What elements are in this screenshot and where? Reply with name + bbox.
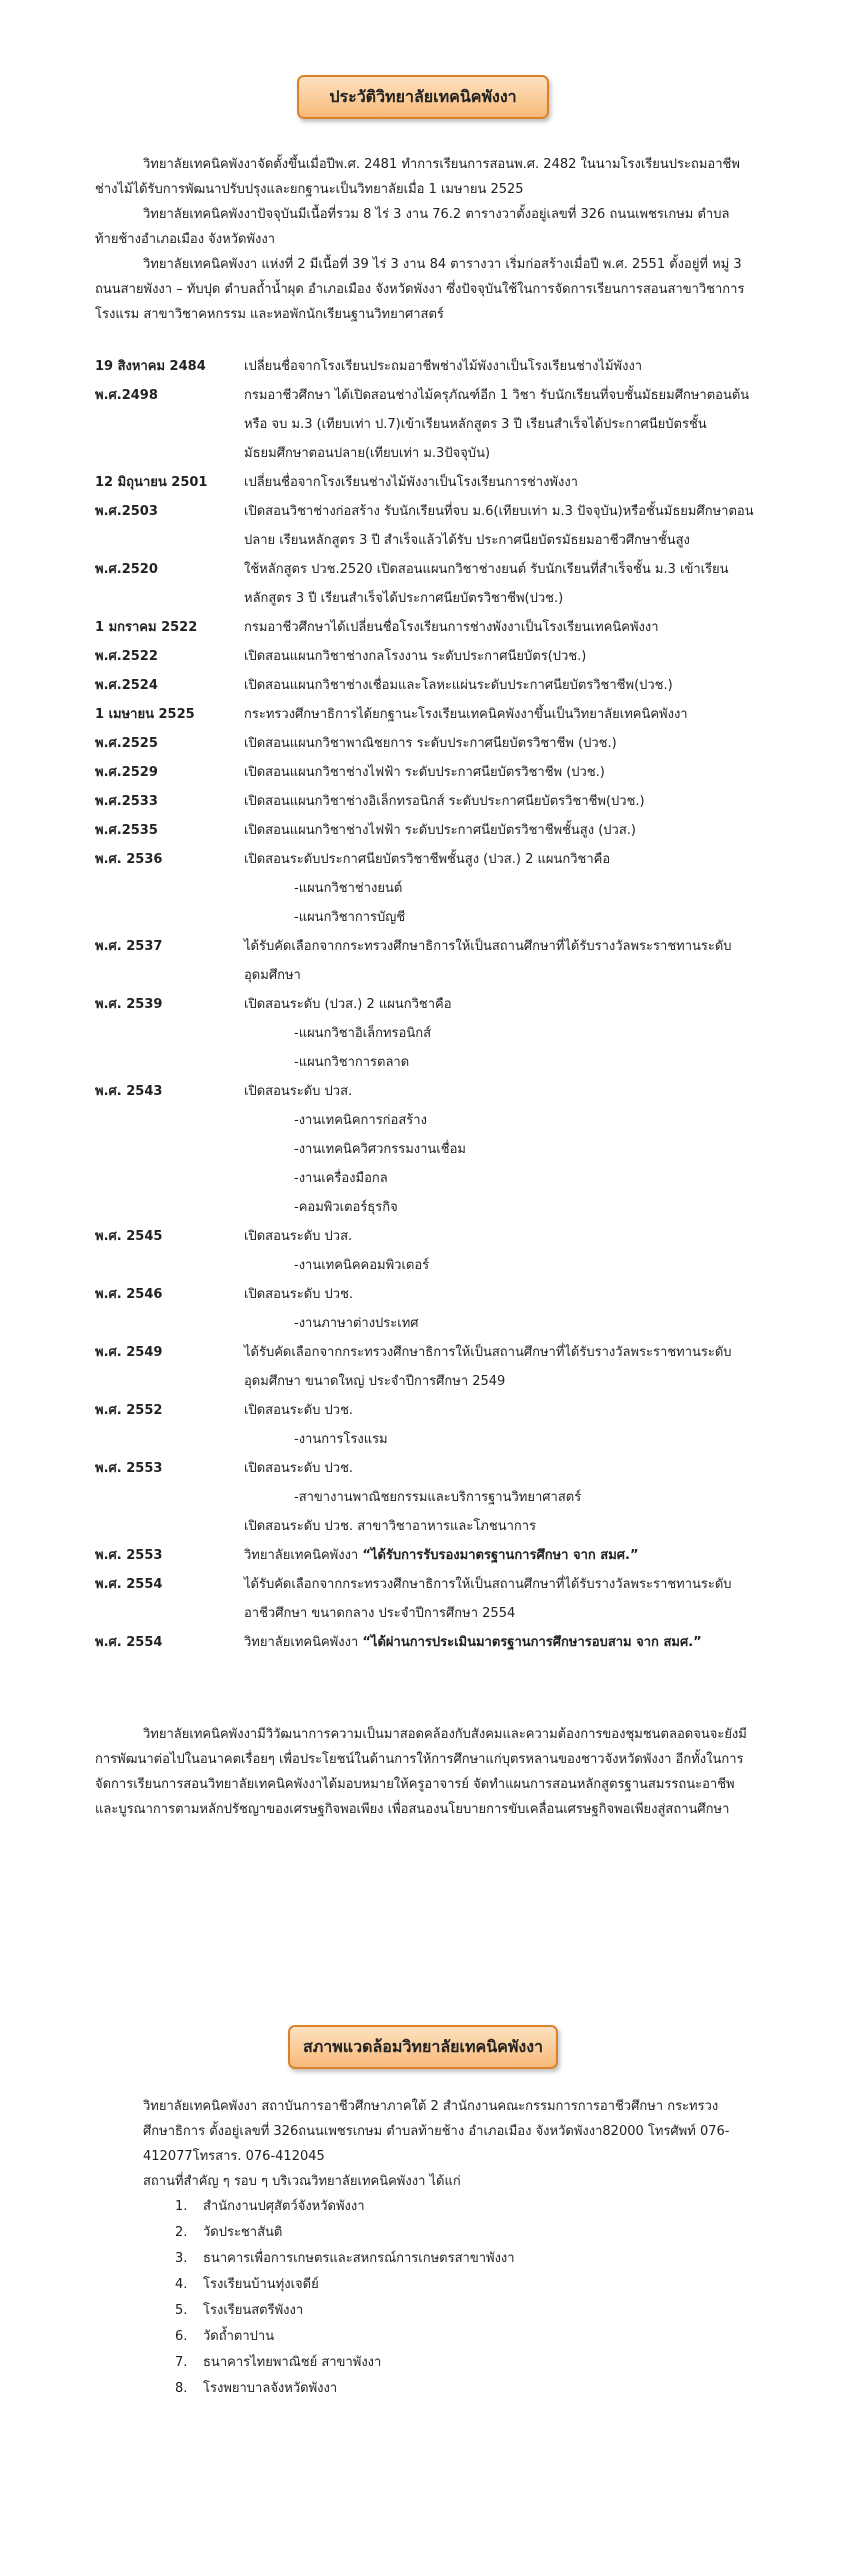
- timeline-row: [95, 613, 765, 642]
- intro-paragraph-3: วิทยาลัยเทคนิคพังงา แห่งที่ 2 มีเนื้อที่ 39 ไร่ 3 งาน 84 ตารางวา เริ่มก่อสร้างเมื่อปี พ.ศ. 2551 ตั้งอยู่ที่ หมู่ 3 ถนนสายพังงา – ทับปุด ตำบลถ้ำน้ำผุด อำเภอเมือง จังหวัดพังงา ซึ่งปัจจุบันใช้ในการจัดการเรียนการสอนสาขาวิชาการโรงแรม สาขาวิชาคหกรรม และหอพักนักเรียนฐานวิทยาศาสตร์: [95, 257, 745, 322]
- timeline-highlight: “ได้รับการรับรองมาตรฐานการศึกษา จาก สมศ.”: [362, 1548, 639, 1563]
- timeline-description: [244, 613, 765, 642]
- closing-paragraph: วิทยาลัยเทคนิคพังงามีวิวัฒนาการความเป็นมาสอดคล้องกับสังคมและความต้องการของชุมชนตลอดจนจะยังมีการพัฒนาต่อไปในอนาคตเรื่อยๆ เพื่อประโยชน์ในด้านการให้การศึกษาแก่บุตรหลานของชาวจังหวัดพังงา อีกทั้งในการจัดการเรียนการสอนวิทยาลัยเทคนิคพังงาได้มอบหมายให้ครูอาจารย์ จัดทำแผนการสอนหลักสูตรฐานสมรรถนะอาชีพและบูรณาการตามหลักปรัชญาของเศรษฐกิจพอเพียง เพื่อสนองนโยบายการขับเคลื่อนเศรษฐกิจพอเพียงสู่สถานศึกษา: [95, 1727, 747, 1817]
- timeline-subitem: -งานเครื่องมือกล: [294, 1171, 388, 1186]
- place-item: วัดประชาสันติ: [203, 2225, 283, 2240]
- timeline-subitem: -งานเทคนิคการก่อสร้าง: [294, 1113, 427, 1128]
- timeline-text: ได้รับคัดเลือกจากกระทรวงศึกษาธิการให้เป็นสถานศึกษาที่ได้รับรางวัลพระราชทานระดับอุดมศึกษา: [244, 939, 732, 983]
- timeline-text: เปิดสอนระดับ ปวช.: [244, 1287, 354, 1302]
- timeline-text: วิทยาลัยเทคนิคพังงา: [244, 1548, 359, 1563]
- history-title: ประวัติวิทยาลัยเทคนิคพังงา: [297, 75, 549, 119]
- timeline-row: [95, 1541, 765, 1570]
- timeline-row: [95, 816, 765, 845]
- place-item: ธนาคารไทยพาณิชย์ สาขาพังงา: [203, 2355, 382, 2370]
- timeline-description: [244, 1280, 765, 1338]
- timeline-row: [95, 642, 765, 671]
- timeline-text: ได้รับคัดเลือกจากกระทรวงศึกษาธิการให้เป็นสถานศึกษาที่ได้รับรางวัลพระราชทานระดับอาชีวศึกษา ขนาดกลาง ประจำปีการศึกษา 2554: [244, 1577, 732, 1621]
- timeline-text: เปิดสอนระดับ ปวส.: [244, 1084, 353, 1099]
- timeline-description: [244, 352, 765, 381]
- timeline-year: พ.ศ.2525: [95, 736, 158, 751]
- timeline-text: กรมอาชีวศึกษา ได้เปิดสอนช่างไม้ครุภัณฑ์อีก 1 วิชา รับนักเรียนที่จบชั้นมัธยมศึกษาตอนต้น หรือ จบ ม.3 (เทียบเท่า ป.7)เข้าเรียนหลักสูตร 3 ปี เรียนสำเร็จได้ประกาศนียบัตรชั้นมัธยมศึกษาตอนปลาย(เทียบเท่า ม.3ปัจจุบัน): [244, 388, 750, 461]
- timeline-description: [244, 1541, 765, 1570]
- timeline-subitem: -แผนกวิชาการตลาด: [294, 1055, 410, 1070]
- places-intro: สถานที่สำคัญ ๆ รอบ ๆ บริเวณวิทยาลัยเทคนิคพังงา ได้แก่: [143, 2174, 461, 2189]
- timeline-subitem: -งานภาษาต่างประเทศ: [294, 1316, 419, 1331]
- timeline-text: ได้รับคัดเลือกจากกระทรวงศึกษาธิการให้เป็นสถานศึกษาที่ได้รับรางวัลพระราชทานระดับอุดมศึกษา ขนาดใหญ่ ประจำปีการศึกษา 2549: [244, 1345, 732, 1389]
- place-item: สำนักงานปศุสัตว์จังหวัดพังงา: [203, 2199, 365, 2214]
- timeline-description: [244, 1628, 765, 1657]
- timeline-year: พ.ศ.2503: [95, 504, 158, 519]
- timeline-description: [244, 381, 765, 468]
- timeline-description: [244, 1077, 765, 1222]
- timeline-description: [244, 758, 765, 787]
- timeline-row: [95, 468, 765, 497]
- timeline-year: 19 สิงหาคม 2484: [95, 359, 206, 374]
- timeline-text: กระทรวงศึกษาธิการได้ยกฐานะโรงเรียนเทคนิคพังงาขึ้นเป็นวิทยาลัยเทคนิคพังงา: [244, 707, 688, 722]
- intro-paragraph-2: วิทยาลัยเทคนิคพังงาปัจจุบันมีเนื้อที่รวม 8 ไร่ 3 งาน 76.2 ตารางวาตั้งอยู่เลขที่ 326 ถนนเพชรเกษม ตำบลท้ายช้างอำเภอเมือง จังหวัดพังงา: [95, 207, 730, 247]
- timeline-text: เปิดสอนแผนกวิชาพาณิชยการ ระดับประกาศนียบัตรวิชาชีพ (ปวช.): [244, 736, 617, 751]
- timeline-row: [95, 1570, 765, 1628]
- timeline-row: [95, 555, 765, 613]
- timeline-year: พ.ศ.2535: [95, 823, 158, 838]
- timeline-row: [95, 990, 765, 1077]
- timeline-row: [95, 1396, 765, 1454]
- timeline-text: เปลี่ยนชื่อจากโรงเรียนช่างไม้พังงาเป็นโรงเรียนการช่างพังงา: [244, 475, 578, 490]
- timeline-year: พ.ศ. 2552: [95, 1403, 163, 1418]
- environment-section: [95, 2094, 755, 2402]
- timeline-year: พ.ศ. 2543: [95, 1084, 163, 1099]
- timeline-description: [244, 671, 765, 700]
- timeline-row: [95, 497, 765, 555]
- timeline-text: เปิดสอนแผนกวิชาช่างกลโรงงาน ระดับประกาศนียบัตร(ปวช.): [244, 649, 587, 664]
- timeline-text: เปิดสอนแผนกวิชาช่างอิเล็กทรอนิกส์ ระดับประกาศนียบัตรวิชาชีพ(ปวช.): [244, 794, 645, 809]
- timeline-highlight: “ได้ผ่านการประเมินมาตรฐานการศึกษารอบสาม จาก สมศ.”: [362, 1635, 702, 1650]
- timeline-row: [95, 758, 765, 787]
- timeline-year: พ.ศ.2520: [95, 562, 158, 577]
- timeline-year: พ.ศ. 2553: [95, 1548, 163, 1563]
- timeline-text: เปิดสอนแผนกวิชาช่างเชื่อมและโลหะแผ่นระดับประกาศนียบัตรวิชาชีพ(ปวช.): [244, 678, 673, 693]
- timeline-description: [244, 1396, 765, 1454]
- timeline-row: [95, 1077, 765, 1222]
- timeline-description: [244, 468, 765, 497]
- timeline-text: เปิดสอนระดับ ปวส.: [244, 1229, 353, 1244]
- timeline-row: [95, 787, 765, 816]
- place-item: วัดถ้ำตาปาน: [203, 2329, 275, 2344]
- timeline-text: เปิดสอนระดับ (ปวส.) 2 แผนกวิชาคือ: [244, 997, 452, 1012]
- timeline-text: เปิดสอนระดับ ปวช.: [244, 1461, 354, 1476]
- environment-title: สภาพแวดล้อมวิทยาลัยเทคนิคพังงา: [288, 2025, 558, 2069]
- timeline-text: ใช้หลักสูตร ปวช.2520 เปิดสอนแผนกวิชาช่างยนต์ รับนักเรียนที่สำเร็จชั้น ม.3 เข้าเรียนหลักสูตร 3 ปี เรียนสำเร็จได้ประกาศนียบัตรวิชาชีพ(ปวช.): [244, 562, 729, 606]
- timeline-description: [244, 990, 765, 1077]
- timeline-row: [95, 700, 765, 729]
- timeline-subitem: -งานเทคนิควิศวกรรมงานเชื่อม: [294, 1142, 466, 1157]
- timeline-year: พ.ศ.2524: [95, 678, 158, 693]
- timeline-subitem: -แผนกวิชาการบัญชี: [294, 910, 406, 925]
- timeline-row: [95, 1222, 765, 1280]
- timeline-text: กรมอาชีวศึกษาได้เปลี่ยนชื่อโรงเรียนการช่างพังงาเป็นโรงเรียนเทคนิคพังงา: [244, 620, 659, 635]
- timeline-text: เปลี่ยนชื่อจากโรงเรียนประถมอาชีพช่างไม้พังงาเป็นโรงเรียนช่างไม้พังงา: [244, 359, 643, 374]
- timeline-year: พ.ศ.2533: [95, 794, 158, 809]
- timeline-description: [244, 497, 765, 555]
- history-timeline: [95, 352, 765, 1657]
- place-item: ธนาคารเพื่อการเกษตรและสหกรณ์การเกษตรสาขาพังงา: [203, 2251, 515, 2266]
- timeline-row: [95, 845, 765, 932]
- timeline-row: [95, 1280, 765, 1338]
- timeline-description: [244, 1222, 765, 1280]
- timeline-subitem: -คอมพิวเตอร์ธุรกิจ: [294, 1200, 398, 1215]
- timeline-description: [244, 845, 765, 932]
- timeline-year: พ.ศ. 2554: [95, 1577, 163, 1592]
- places-list: [95, 2194, 755, 2402]
- place-item: โรงเรียนสตรีพังงา: [203, 2303, 304, 2318]
- timeline-text: เปิดสอนระดับ ปวช.: [244, 1403, 354, 1418]
- timeline-description: [244, 1570, 765, 1628]
- timeline-year: พ.ศ.2498: [95, 388, 158, 403]
- timeline-year: พ.ศ. 2539: [95, 997, 163, 1012]
- timeline-subitem: -งานเทคนิคคอมพิวเตอร์: [294, 1258, 430, 1273]
- timeline-year: พ.ศ. 2546: [95, 1287, 163, 1302]
- timeline-year: พ.ศ.2522: [95, 649, 158, 664]
- timeline-description: [244, 642, 765, 671]
- timeline-text: เปิดสอนวิชาช่างก่อสร้าง รับนักเรียนที่จบ ม.6(เทียบเท่า ม.3 ปัจจุบัน)หรือชั้นมัธยมศึกษาตอนปลาย เรียนหลักสูตร 3 ปี สำเร็จแล้วได้รับ ประกาศนียบัตรมัธยมอาชีวศึกษาชั้นสูง: [244, 504, 754, 548]
- timeline-subitem: -สาขางานพาณิชยกรรมและบริการฐานวิทยาศาสตร์: [294, 1490, 582, 1505]
- timeline-year: พ.ศ. 2537: [95, 939, 163, 954]
- timeline-text: เปิดสอนแผนกวิชาช่างไฟฟ้า ระดับประกาศนียบัตรวิชาชีพ (ปวช.): [244, 765, 605, 780]
- timeline-row: [95, 381, 765, 468]
- timeline-description: [244, 787, 765, 816]
- timeline-year: พ.ศ. 2545: [95, 1229, 163, 1244]
- timeline-text: เปิดสอนระดับประกาศนียบัตรวิชาชีพชั้นสูง (ปวส.) 2 แผนกวิชาคือ: [244, 852, 611, 867]
- address-paragraph: วิทยาลัยเทคนิคพังงา สถาบันการอาชีวศึกษาภาคใต้ 2 สำนักงานคณะกรรมการการอาชีวศึกษา กระทรวงศึกษาธิการ ตั้งอยู่เลขที่ 326ถนนเพชรเกษม ตำบลท้ายช้าง อำเภอเมือง จังหวัดพังงา82000 โทรศัพท์ 076-412077โทรสาร. 076-412045: [143, 2099, 730, 2164]
- timeline-year: พ.ศ. 2549: [95, 1345, 163, 1360]
- timeline-year: 12 มิถุนายน 2501: [95, 475, 208, 490]
- timeline-row: [95, 729, 765, 758]
- timeline-text: วิทยาลัยเทคนิคพังงา: [244, 1635, 359, 1650]
- timeline-row: [95, 671, 765, 700]
- timeline-description: [244, 1454, 765, 1541]
- timeline-text: เปิดสอนแผนกวิชาช่างไฟฟ้า ระดับประกาศนียบัตรวิชาชีพชั้นสูง (ปวส.): [244, 823, 636, 838]
- timeline-year: พ.ศ. 2536: [95, 852, 163, 867]
- timeline-row: [95, 932, 765, 990]
- timeline-year: 1 เมษายน 2525: [95, 707, 195, 722]
- timeline-description: [244, 700, 765, 729]
- timeline-description: [244, 932, 765, 990]
- timeline-description: [244, 555, 765, 613]
- timeline-year: พ.ศ.2529: [95, 765, 158, 780]
- timeline-row: [95, 1454, 765, 1541]
- timeline-description: [244, 816, 765, 845]
- timeline-year: พ.ศ. 2553: [95, 1461, 163, 1476]
- timeline-subitem: -แผนกวิชาอิเล็กทรอนิกส์: [294, 1026, 432, 1041]
- timeline-year: พ.ศ. 2554: [95, 1635, 163, 1650]
- intro-paragraph-1: วิทยาลัยเทคนิคพังงาจัดตั้งขึ้นเมื่อปีพ.ศ. 2481 ทำการเรียนการสอนพ.ศ. 2482 ในนามโรงเรียนประถมอาชีพช่างไม้ได้รับการพัฒนาปรับปรุงและยกฐานะเป็นวิทยาลัยเมื่อ 1 เมษายน 2525: [95, 157, 740, 197]
- timeline-description: [244, 1338, 765, 1396]
- timeline-row: [95, 1628, 765, 1657]
- timeline-year: 1 มกราคม 2522: [95, 620, 198, 635]
- place-item: โรงเรียนบ้านทุ่งเจดีย์: [203, 2277, 319, 2292]
- timeline-row: [95, 352, 765, 381]
- timeline-subitem: -งานการโรงแรม: [294, 1432, 388, 1447]
- timeline-text: เปิดสอนระดับ ปวช. สาขาวิชาอาหารและโภชนาการ: [244, 1519, 537, 1534]
- place-item: โรงพยาบาลจังหวัดพังงา: [203, 2381, 338, 2396]
- timeline-row: [95, 1338, 765, 1396]
- timeline-subitem: -แผนกวิชาช่างยนต์: [294, 881, 403, 896]
- timeline-description: [244, 729, 765, 758]
